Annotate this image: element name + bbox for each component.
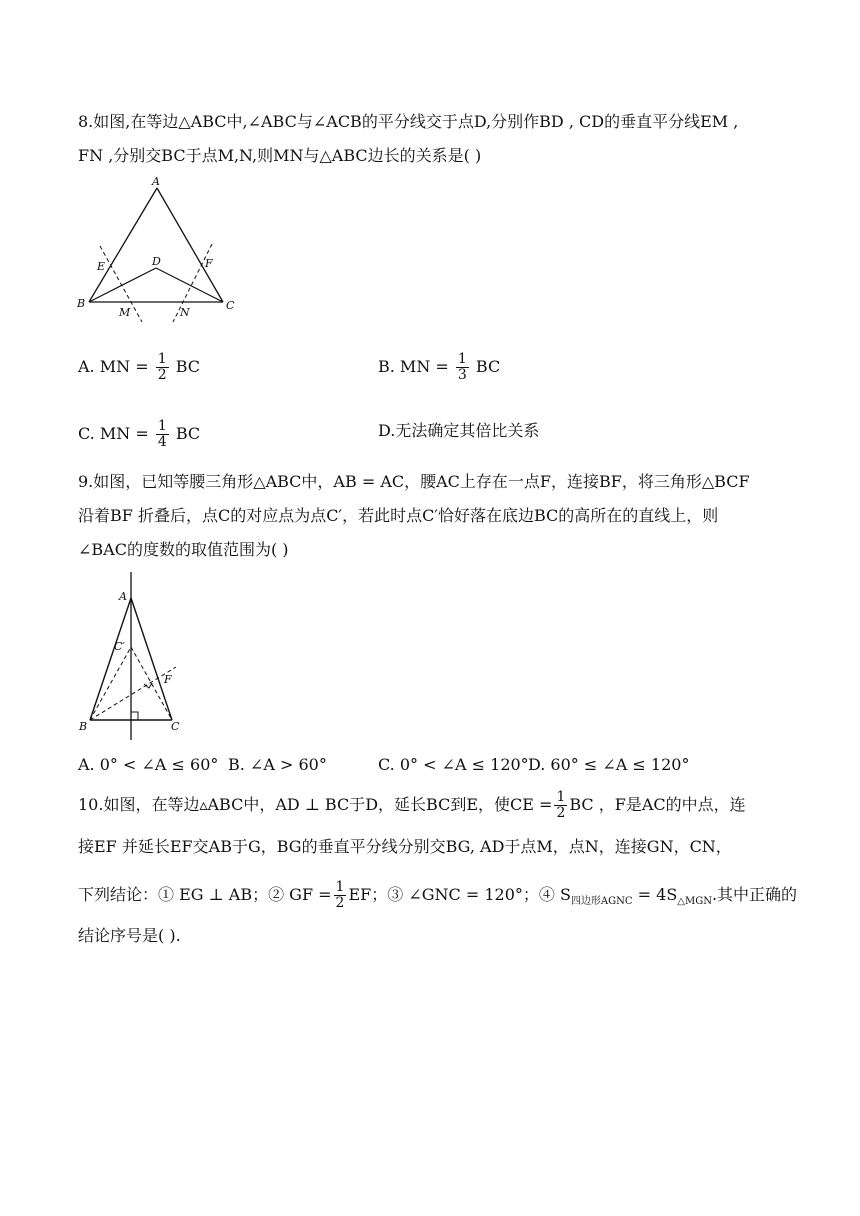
q9-option-d[interactable]: D. 60° ≤ ∠A ≤ 120° — [528, 755, 690, 774]
q9-label-a: A — [119, 590, 127, 603]
q10-stem-line3: 下列结论：① EG ⊥ AB；② GF = $\frac{1}{2}$ EF；③ ∠GNC = 120°；④ $S_{四边形AGNC} = 4S_{\triangle MGN}$.其中正确的 — [78, 879, 798, 911]
q8-label-e: E — [97, 260, 106, 273]
q9-figure — [72, 570, 187, 742]
fraction: $\frac{1}{3}$ — [457, 351, 467, 383]
fraction: $\frac{1}{2}$ — [157, 351, 167, 383]
q9-stem-line3: ∠BAC的度数的取值范围为( ) — [78, 540, 289, 559]
q8-label-m: M — [119, 306, 131, 319]
q10-stem-line4: 结论序号是( ). — [78, 926, 181, 945]
q8-label-b: B — [77, 297, 86, 310]
q9-label-c: C — [171, 720, 180, 733]
q9-label-f: F — [164, 673, 172, 686]
q8-label-d: D — [152, 255, 161, 268]
q8-option-a[interactable]: A. MN = $\frac{1}{2}$ BC — [78, 351, 201, 383]
q9-stem-line2: 沿着BF 折叠后，点C的对应点为点C′，若此时点C′恰好落在底边BC的高所在的直线上，则 — [78, 506, 719, 525]
q8-label-c: C — [226, 299, 235, 312]
fraction: $\frac{1}{4}$ — [157, 418, 167, 450]
q10-stem-line2: 接EF 并延长EF交AB于G，BG的垂直平分线分别交BG, AD于点M，点N，连接GN，CN， — [78, 837, 732, 856]
q9-option-b[interactable]: B. ∠A > 60° — [228, 755, 327, 774]
q8-label-a: A — [152, 175, 160, 188]
q9-label-c-prime: C′ — [114, 640, 125, 653]
q8-figure — [72, 172, 247, 324]
q8-stem-line1: 8.如图,在等边△ABC中,∠ABC与∠ACB的平分线交于点D,分别作BD , CD的垂直平分线EM , — [78, 112, 739, 131]
q8-stem-line2: FN ,分别交BC于点M,N,则MN与△ABC边长的关系是( ) — [78, 146, 482, 165]
q9-option-c[interactable]: C. 0° < ∠A ≤ 120° — [378, 755, 529, 774]
q8-option-d[interactable]: D.无法确定其倍比关系 — [378, 421, 540, 440]
q8-label-n: N — [180, 306, 190, 319]
fraction: $\frac{1}{2}$ — [335, 879, 345, 911]
q8-option-c[interactable]: C. MN = $\frac{1}{4}$ BC — [78, 418, 201, 450]
q9-option-a[interactable]: A. 0° < ∠A ≤ 60° — [78, 755, 219, 774]
q8-option-b[interactable]: B. MN = $\frac{1}{3}$ BC — [378, 351, 501, 383]
q8-label-f: F — [205, 257, 213, 270]
q10-stem-line1: 10.如图，在等边▵ABC中，AD ⊥ BC于D，延长BC到E，使CE = $\frac{1}{2}$ BC ，F是AC的中点，连 — [78, 789, 746, 821]
q9-stem-line1: 9.如图，已知等腰三角形△ABC中，AB = AC，腰AC上存在一点F，连接BF，将三角形△BCF — [78, 472, 750, 491]
fraction: $\frac{1}{2}$ — [556, 789, 566, 821]
q9-label-b: B — [79, 720, 88, 733]
